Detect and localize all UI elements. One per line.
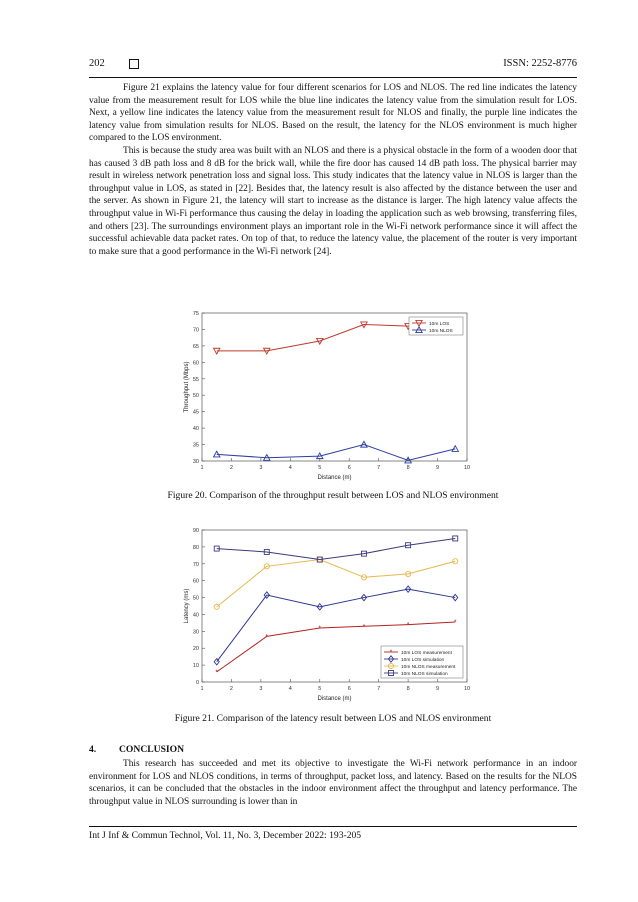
x-tick-label: 6: [347, 465, 351, 471]
x-tick-label: 7: [377, 465, 381, 471]
data-point: *: [318, 625, 322, 633]
x-tick-label: 2: [229, 686, 233, 692]
y-tick-label: 70: [192, 327, 199, 334]
x-tick-label: 9: [436, 686, 440, 692]
figure-21-caption: Figure 21. Comparison of the latency result between LOS and NLOS environment: [174, 713, 492, 724]
y-tick-label: 0: [195, 680, 199, 686]
page-number: 202: [89, 58, 105, 69]
legend-label: 10m NLOS: [429, 329, 453, 334]
y-tick-label: 60: [192, 578, 199, 585]
legend-label: 10m LOS simulation: [401, 658, 445, 663]
paragraph: This is because the study area was built with an NLOS and there is a physical obstacle in the form of a wooden door that has caused 3 dB path loss and 8 dB for the brick wall, while the fire door has caused 14 dB path loss. The physical barrier may result in wireless network penetration loss and signal loss. This study indicates that the latency value in NLOS is larger than the throughput value in LOS, as stated in [22]. Besides that, the latency result is also affected by the distance between the user and the server. As shown in Figure 21, the latency will start to increase as the distance is larger. The high latency value affects the throughput value in Wi-Fi performance thus causing the delay in loading the application such as web browsing, transferring files, and others [23]. The surroundings environment plays an important role in the Wi-Fi network performance since it will affect the successful achievable data packet rates. On top of that, to reduce the latency value, the placement of the router is very important to make sure that a good performance in the Wi-Fi network [24].: [89, 145, 577, 257]
footer-divider: [89, 826, 577, 827]
x-tick-label: 4: [288, 686, 292, 692]
header-divider: [89, 77, 577, 78]
y-tick-label: 45: [192, 409, 199, 416]
legend-label: 10m NLOS simulation: [401, 672, 448, 677]
y-tick-label: 70: [192, 561, 199, 568]
data-point: *: [265, 633, 269, 641]
body-text: [89, 82, 577, 258]
x-tick-label: 9: [436, 465, 440, 471]
y-tick-label: 80: [192, 544, 199, 551]
data-point: *: [215, 669, 219, 677]
paragraph: Figure 21 explains the latency value for four different scenarios for LOS and NLOS. The red line indicates the latency value from the measurement result for LOS while the blue line indicates the latency value from the simulation result for LOS. Next, a yellow line indicates the latency value from the measurement result for NLOS and finally, the purple line indicates the latency value from simulation results for NLOS. Based on the result, the latency for the NLOS environment is much higher compared to the LOS environment.: [89, 83, 577, 144]
y-tick-label: 40: [192, 612, 199, 619]
x-tick-label: 5: [318, 686, 322, 692]
x-axis-label: Distance (m): [317, 696, 352, 702]
data-point: *: [362, 623, 366, 631]
latency-chart: [180, 524, 485, 704]
y-tick-label: 75: [192, 311, 199, 317]
x-axis-label: Distance (m): [317, 475, 352, 481]
y-tick-label: 30: [192, 629, 199, 636]
legend-label: 10m LOS: [429, 322, 450, 327]
y-tick-label: 35: [192, 442, 199, 449]
y-tick-label: 50: [192, 393, 199, 400]
y-tick-label: 30: [192, 459, 199, 465]
section-title: CONCLUSION: [119, 744, 185, 755]
y-axis-label: Throughput (Mbps): [184, 361, 190, 413]
x-tick-label: 1: [200, 465, 204, 471]
x-tick-label: 10: [463, 686, 471, 692]
journal-box-icon: [129, 59, 139, 69]
x-tick-label: 10: [463, 465, 471, 471]
y-tick-label: 55: [192, 376, 199, 383]
x-tick-label: 2: [229, 465, 233, 471]
conclusion-text: [89, 758, 577, 808]
issn-label: ISSN: 2252-8776: [503, 58, 577, 69]
x-tick-label: 5: [318, 465, 322, 471]
y-tick-label: 65: [192, 343, 199, 350]
section-heading: [89, 744, 184, 755]
y-tick-label: 60: [192, 360, 199, 367]
legend-marker: *: [389, 649, 393, 657]
x-tick-label: 7: [377, 686, 381, 692]
x-tick-label: 4: [288, 465, 292, 471]
y-tick-label: 10: [192, 663, 199, 670]
x-tick-label: 3: [259, 465, 263, 471]
figure-20-caption: Figure 20. Comparison of the throughput result between LOS and NLOS environment: [167, 490, 499, 501]
page-header: [89, 58, 577, 76]
y-tick-label: 90: [192, 528, 199, 534]
section-number: 4.: [89, 744, 97, 755]
x-tick-label: 1: [200, 686, 204, 692]
legend-label: 10m LOS measurement: [401, 651, 452, 656]
x-tick-label: 8: [406, 686, 410, 692]
y-axis-label: Latency (ms): [184, 588, 190, 624]
x-tick-label: 6: [347, 686, 351, 692]
y-tick-label: 20: [192, 646, 199, 653]
throughput-chart: [180, 307, 485, 483]
y-tick-label: 40: [192, 426, 199, 433]
data-point: *: [406, 622, 410, 630]
footer-citation: Int J Inf & Commun Technol, Vol. 11, No. 3, December 2022: 193-205: [89, 830, 362, 841]
data-point: *: [453, 619, 457, 627]
x-tick-label: 3: [259, 686, 263, 692]
paragraph: This research has succeeded and met its objective to investigate the Wi-Fi network performance in an indoor environment for LOS and NLOS conditions, in terms of throughput, packet loss, and latency. Based on the results for the NLOS scenarios, it can be concluded that the obstacles in the indoor environment affect the throughput and latency performance. The throughput value in NLOS surrounding is lower than in: [89, 759, 577, 807]
legend-label: 10m NLOS measurement: [401, 665, 456, 670]
x-tick-label: 8: [406, 465, 410, 471]
y-tick-label: 50: [192, 595, 199, 602]
